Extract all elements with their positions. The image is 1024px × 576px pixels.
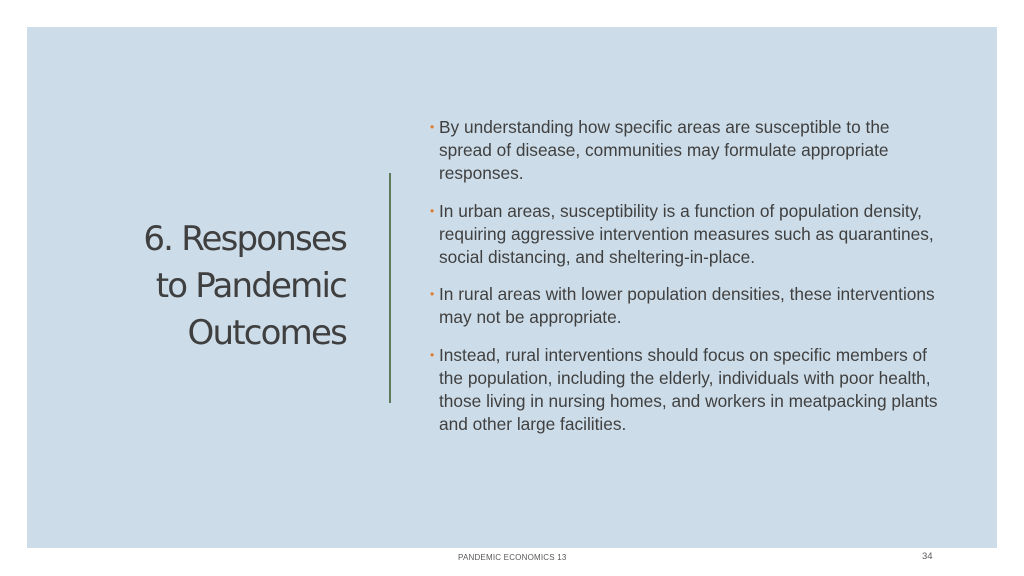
bullet-marker-icon: • — [430, 120, 435, 134]
bullet-item-3 — [430, 283, 940, 329]
bullet-marker-icon: • — [430, 203, 435, 218]
bullet-item-4 — [430, 344, 940, 437]
bullet-item-2 — [430, 200, 940, 270]
bullet-text-4: Instead, rural interventions should focus on specific members of the population, including the elderly, individuals with poor health, those living in nursing homes, and workers in meatpacking plants and other large facilities. — [439, 344, 938, 435]
bullet-item-1 — [430, 116, 940, 186]
bullet-text-2: In urban areas, susceptibility is a function of population density, requiring aggressive intervention measures such as quarantines, social distancing, and sheltering-in-place. — [439, 200, 934, 268]
bullet-text-1: By understanding how specific areas are susceptible to the spread of disease, communities may formulate appropriate responses. — [439, 117, 890, 184]
slide-title-line-2: to Pandemic — [155, 266, 346, 306]
slide-title-line-1: 6. Responses — [143, 219, 346, 259]
footer-text: PANDEMIC ECONOMICS 13 — [458, 553, 567, 562]
vertical-divider — [389, 173, 391, 403]
page-number: 34 — [922, 551, 933, 562]
bullet-list — [430, 116, 940, 450]
bullet-marker-icon: • — [430, 287, 435, 302]
slide-title — [60, 216, 346, 357]
bullet-marker-icon: • — [430, 347, 435, 362]
bullet-text-3: In rural areas with lower population densities, these interventions may not be appropriate. — [439, 284, 935, 328]
slide-title-line-3: Outcomes — [187, 313, 346, 353]
